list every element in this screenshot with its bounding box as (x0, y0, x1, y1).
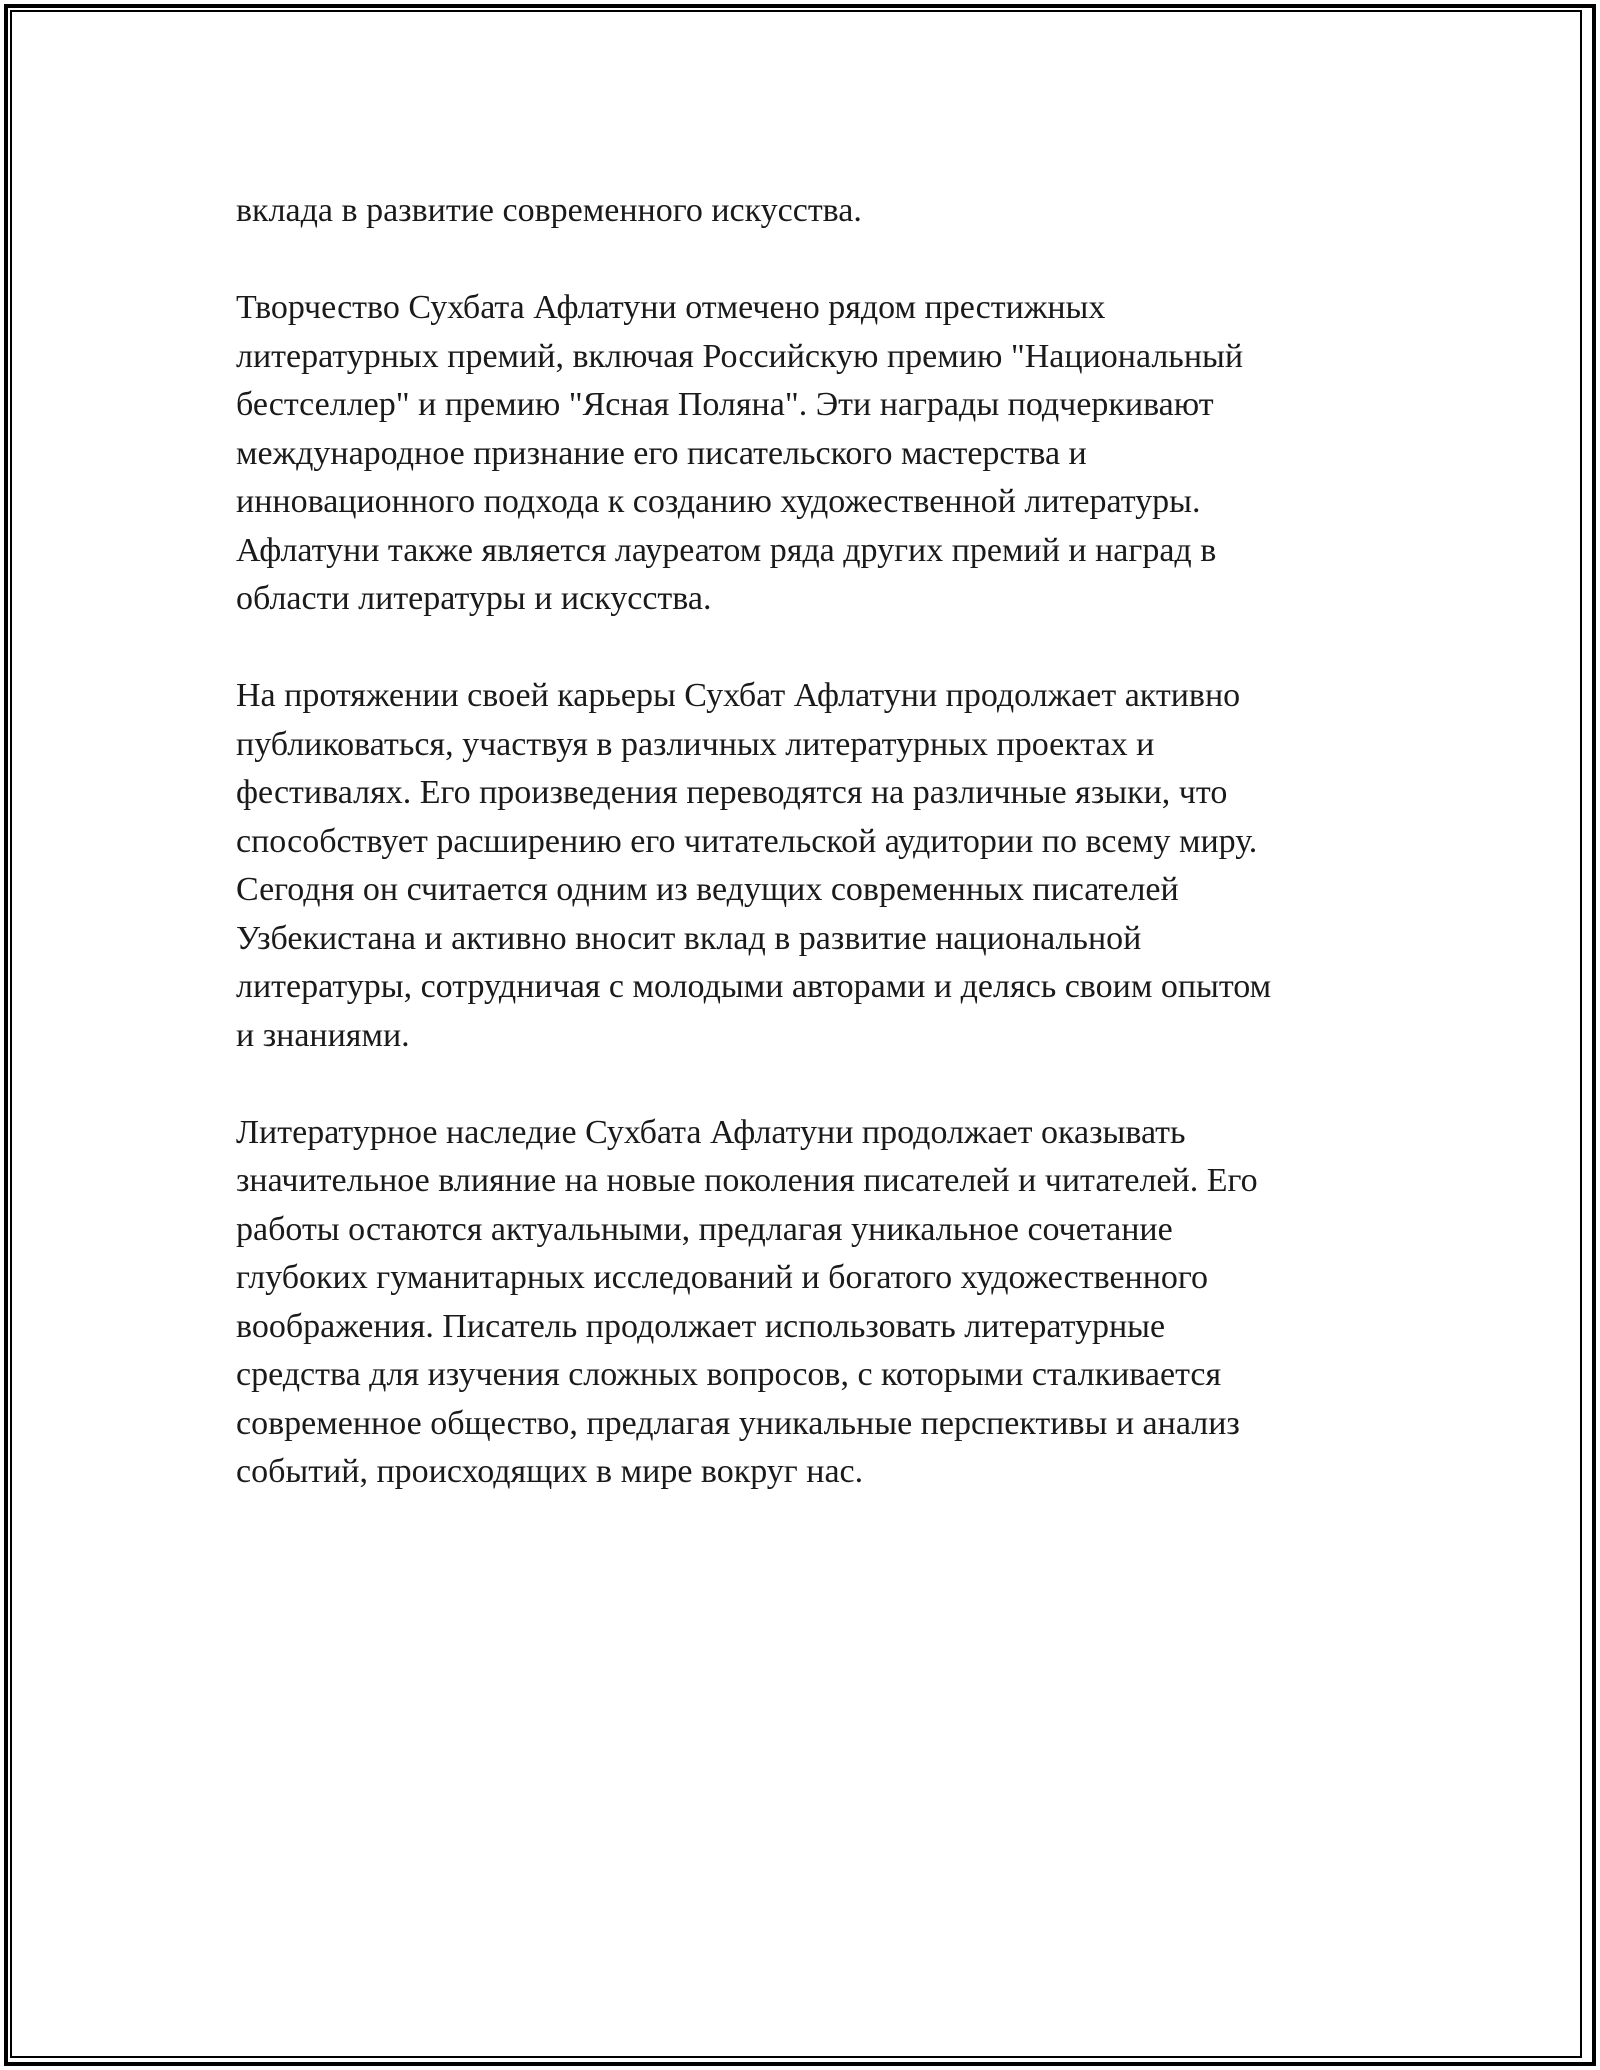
paragraph-3 (236, 672, 1396, 1060)
text-line: международное признание его писательского мастерства и (236, 434, 1087, 472)
text-line: литературы, сотрудничая с молодыми авторами и делясь своим опытом (236, 968, 1272, 1005)
text-line: и знаниями. (236, 1016, 410, 1054)
text-line: Узбекистана и активно вносит вклад в развитие национальной (236, 919, 1142, 957)
text-line: бестселлер" и премию "Ясная Поляна". Эти награды подчеркивают (236, 386, 1214, 423)
text-line: средства для изучения сложных вопросов, с которыми сталкивается (236, 1356, 1222, 1393)
text-line: публиковаться, участвуя в различных литературных проектах и (236, 725, 1155, 763)
paragraph-1 (236, 187, 1396, 236)
text-line: Литературное наследие Сухбата Афлатуни продолжает оказывать (236, 1113, 1186, 1151)
text-line: Сегодня он считается одним из ведущих современных писателей (236, 871, 1179, 908)
text-line: Творчество Сухбата Афлатуни отмечено рядом престижных (236, 289, 1106, 326)
text-line: работы остаются актуальными, предлагая уникальное сочетание (236, 1210, 1173, 1248)
document-body (236, 187, 1396, 1545)
text-line: значительное влияние на новые поколения писателей и читателей. Его (236, 1162, 1258, 1199)
paragraph-4 (236, 1109, 1396, 1497)
text-line: Афлатуни также является лауреатом ряда других премий и наград в (236, 531, 1217, 569)
text-line: области литературы и искусства. (236, 580, 712, 617)
text-line: воображения. Писатель продолжает использовать литературные (236, 1307, 1166, 1345)
text-line: способствует расширению его читательской аудитории по всему миру. (236, 822, 1258, 860)
text-line: На протяжении своей карьеры Сухбат Афлатуни продолжает активно (236, 677, 1241, 714)
text-line: глубоких гуманитарных исследований и богатого художественного (236, 1259, 1209, 1296)
text-line: литературных премий, включая Российскую премию "Национальный (236, 337, 1244, 375)
text-line: вклада в развитие современного искусства. (236, 192, 862, 229)
text-line: фестивалях. Его произведения переводятся на различные языки, что (236, 774, 1228, 811)
text-line: событий, происходящих в мире вокруг нас. (236, 1453, 864, 1490)
text-line: современное общество, предлагая уникальные перспективы и анализ (236, 1404, 1240, 1442)
paragraph-2 (236, 284, 1396, 624)
text-line: инновационного подхода к созданию художественной литературы. (236, 483, 1201, 520)
